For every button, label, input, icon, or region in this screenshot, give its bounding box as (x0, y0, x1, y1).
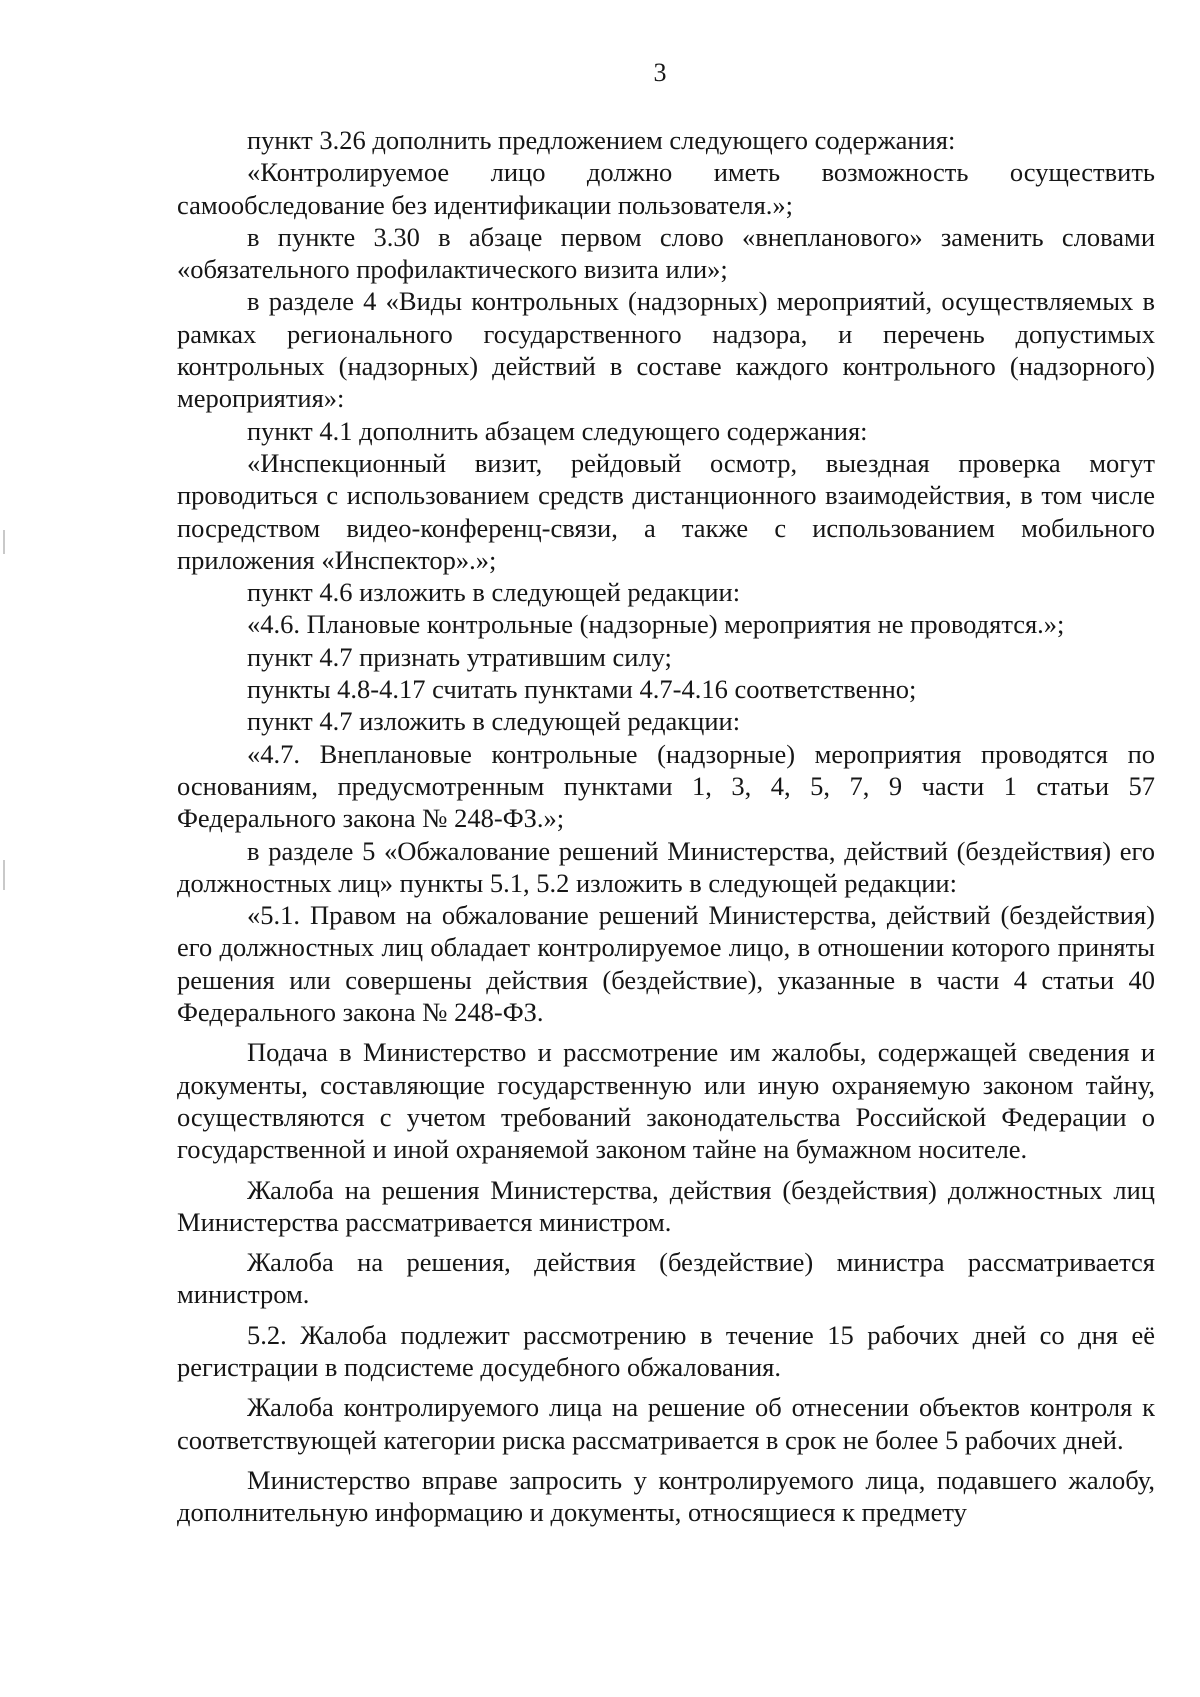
scan-edge-mark (3, 860, 5, 890)
paragraph: в разделе 5 «Обжалование решений Министерства, действий (бездействия) его должностных лиц» пункты 5.1, 5.2 изложить в следующей редакции: (177, 835, 1155, 898)
paragraph: 5.2. Жалоба подлежит рассмотрению в течение 15 рабочих дней со дня её регистрации в подсистеме досудебного обжалования. (177, 1319, 1155, 1382)
paragraph: «4.6. Плановые контрольные (надзорные) мероприятия не проводятся.»; (247, 609, 1065, 640)
paragraph: Жалоба на решения Министерства, действия (бездействия) должностных лиц Министерства рассматривается министром. (177, 1174, 1155, 1237)
paragraph: «Контролируемое лицо должно иметь возможность осуществить самообследование без идентификации пользователя.»; (177, 157, 1155, 220)
paragraph: Министерство вправе запросить у контролируемого лица, подавшего жалобу, дополнительную информацию и документы, относящиеся к предмету (177, 1464, 1155, 1528)
paragraph: «4.7. Внеплановые контрольные (надзорные) мероприятия проводятся по основаниям, предусмотренным пунктами 1, 3, 4, 5, 7, 9 части 1 статьи 57 Федерального закона № 248-ФЗ.»; (177, 738, 1155, 834)
page-number: 3 (653, 58, 667, 87)
paragraph: Подача в Министерство и рассмотрение им жалобы, содержащей сведения и документы, составляющие государственную или иную охраняемую законом тайну, осуществляются с учетом требований законодательства Российской Федерации о государственной и иной охраняемой законом тайне на бумажном носителе. (177, 1037, 1155, 1165)
paragraph: «5.1. Правом на обжалование решений Министерства, действий (бездействия) его должностных лиц обладает контролируемое лицо, в отношении которого приняты решения или совершены действия (бездействие), указанные в части 4 статьи 40 Федерального закона № 248-ФЗ. (177, 900, 1155, 1028)
paragraph: в пункте 3.30 в абзаце первом слово «внепланового» заменить словами «обязательного профилактического визита или»; (177, 221, 1155, 285)
document-body (177, 124, 1155, 1528)
paragraph: Жалоба контролируемого лица на решение об отнесении объектов контроля к соответствующей категории риска рассматривается в срок не более 5 рабочих дней. (177, 1392, 1155, 1455)
paragraph: пункт 4.7 признать утратившим силу; (247, 641, 672, 672)
paragraph: Жалоба на решения, действия (бездействие) министра рассматривается министром. (177, 1247, 1155, 1310)
paragraph: пункт 3.26 дополнить предложением следующего содержания: (247, 125, 956, 155)
paragraph: пункт 4.7 изложить в следующей редакции: (247, 706, 741, 737)
paragraph: пункты 4.8-4.17 считать пунктами 4.7-4.16 соответственно; (247, 674, 917, 705)
paragraph: пункт 4.1 дополнить абзацем следующего содержания: (247, 415, 868, 446)
scan-edge-mark (3, 530, 5, 554)
paragraph: в разделе 4 «Виды контрольных (надзорных) мероприятий, осуществляемых в рамках регионального государственного надзора, и перечень допустимых контрольных (надзорных) действий в составе каждого контрольного (надзорного) мероприятия»: (177, 286, 1155, 414)
paragraph: пункт 4.6 изложить в следующей редакции: (247, 577, 741, 608)
paragraph: «Инспекционный визит, рейдовый осмотр, выездная проверка могут проводиться с использованием средств дистанционного взаимодействия, в том числе посредством видео-конференц-связи, а также с использованием мобильного приложения «Инспектор».»; (177, 447, 1155, 575)
